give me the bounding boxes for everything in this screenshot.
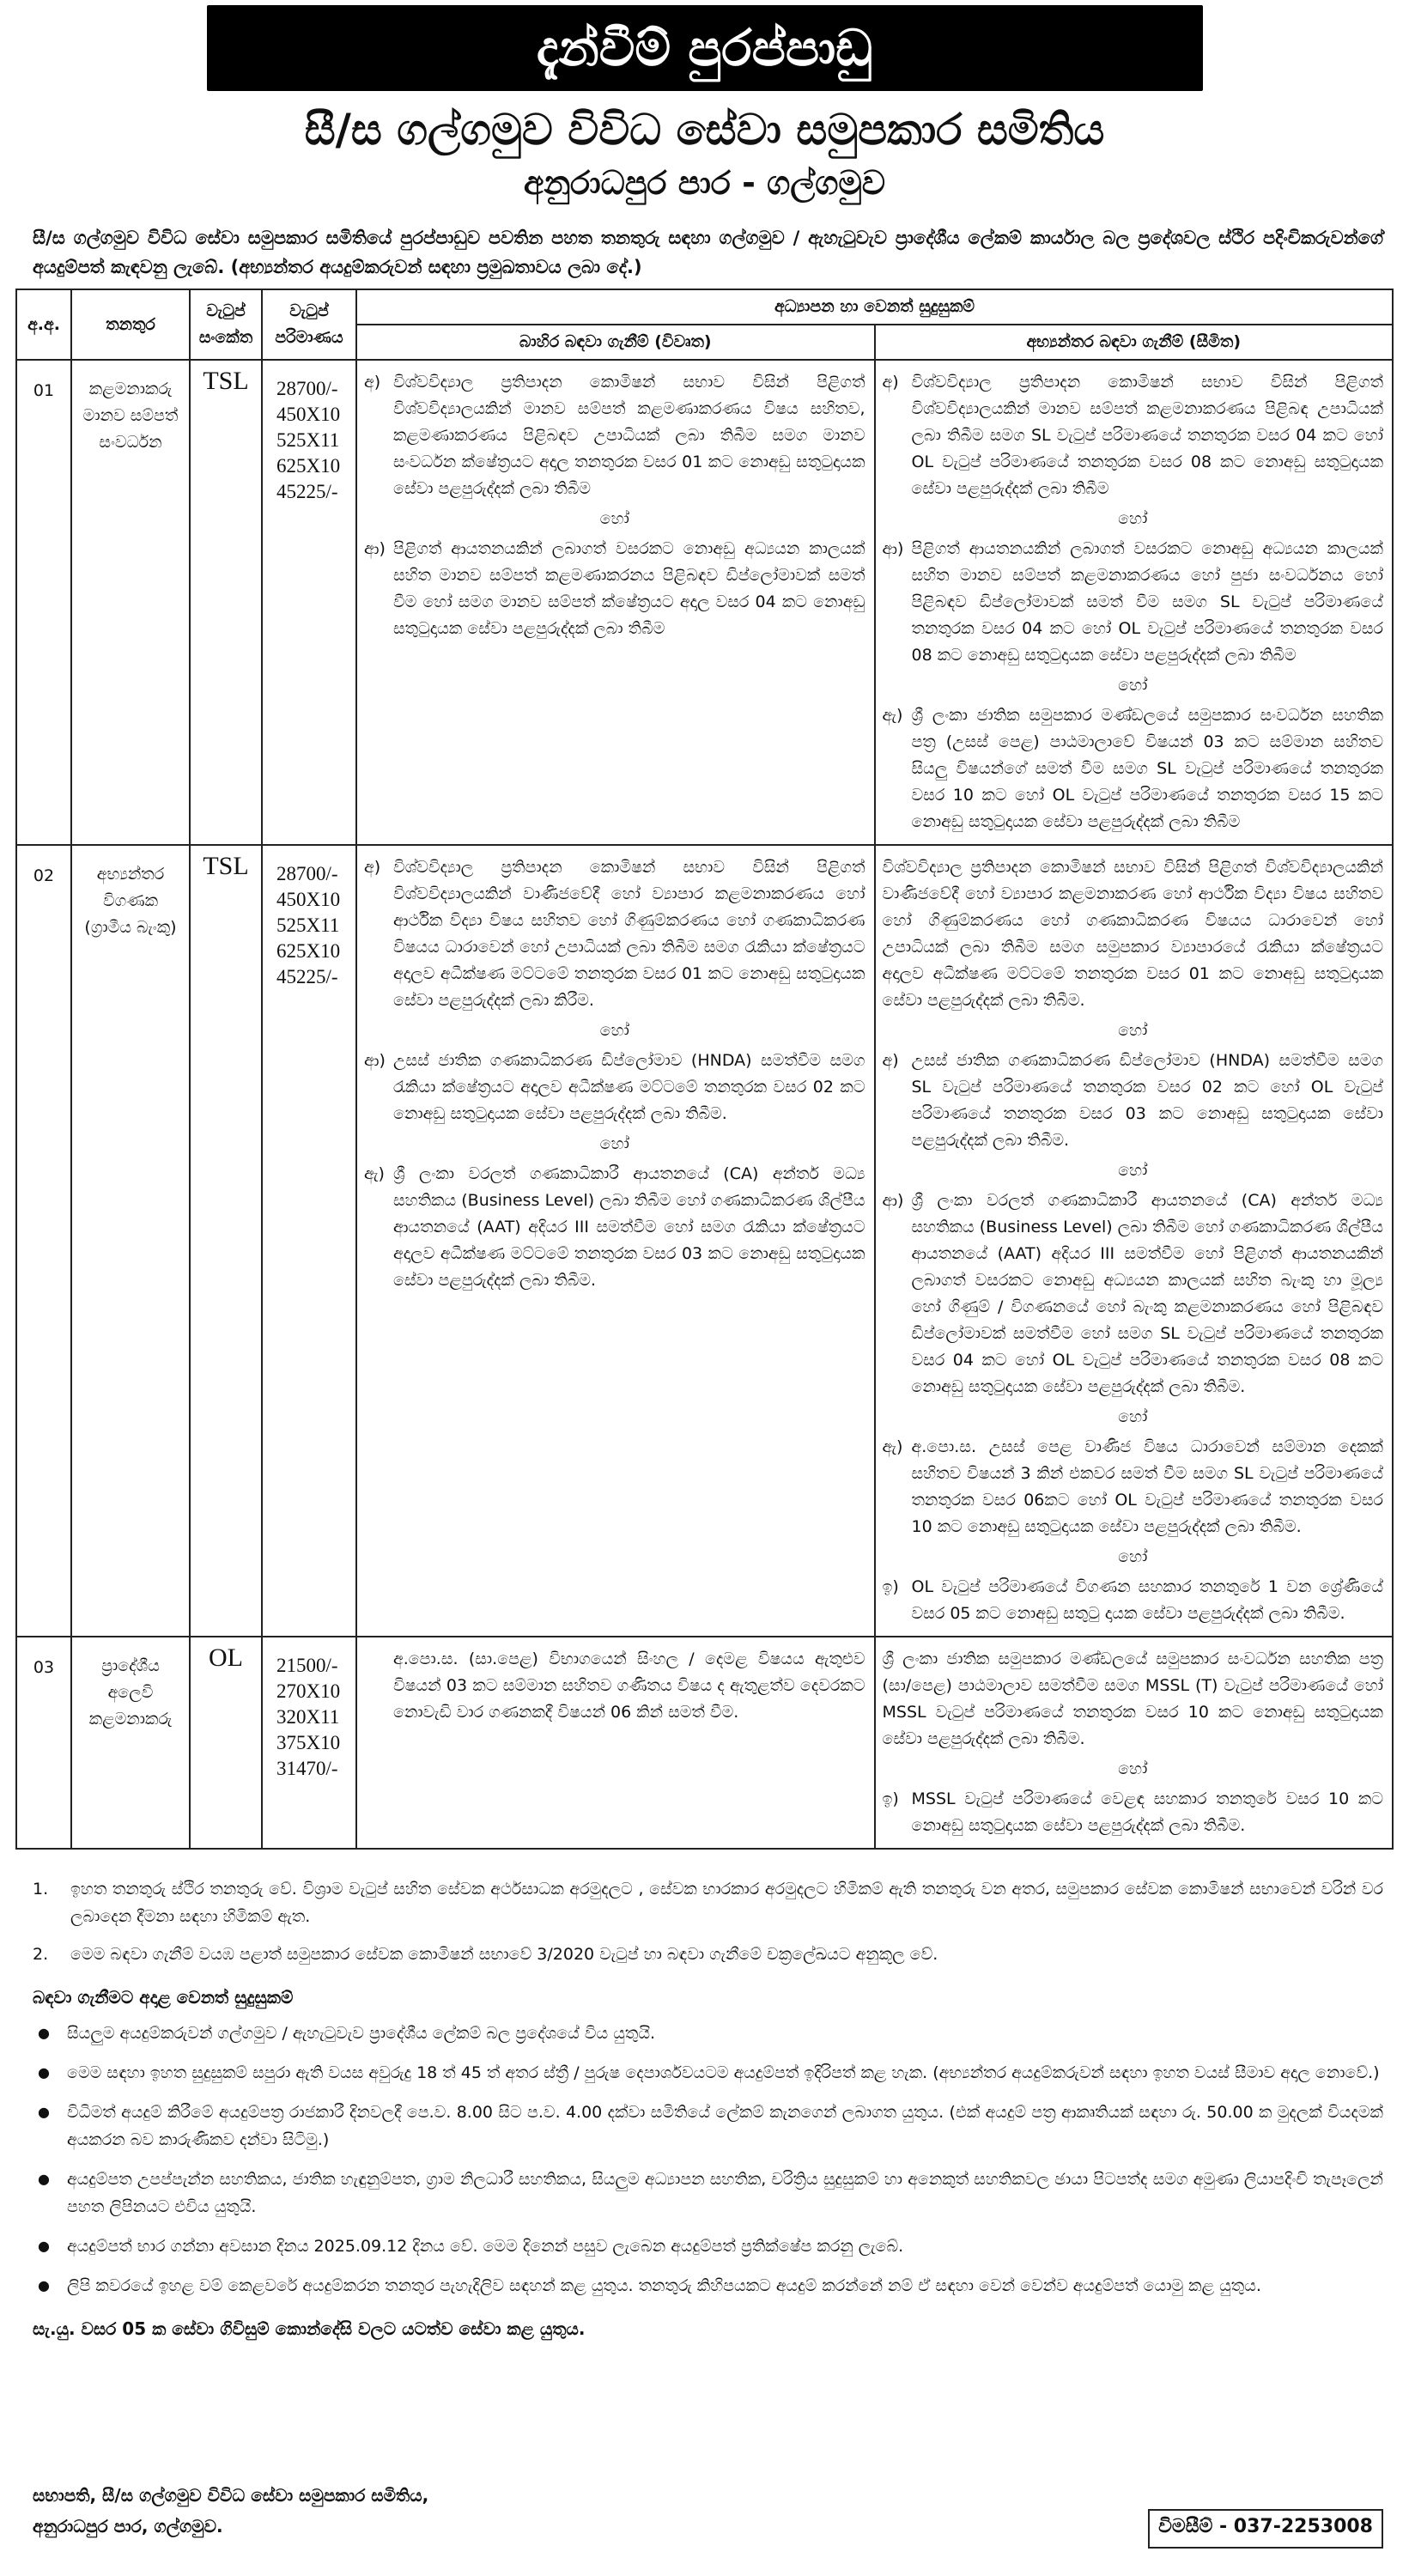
note-text: ඉහත තනතුරු ස්ථිර තනතුරු වේ. විශ්‍රාම වැටුප් සහිත සේවක අර්ථසාධක අරමුදලට , සේවක භාරකාර අරමුදලට හිමිකම් ඇති තනතුරු වන අතර, සමුපකාර සේවක කොමිෂන් සභාවෙන් වරින් වර ලබාදෙන දීමනා සඳහා හිමිකම් ඇත. (70, 1880, 1383, 1926)
vacancy-table (15, 289, 1394, 1850)
salary-scale-step: 525X11 (276, 914, 340, 936)
bullet-text: විධිමත් අයදුම් කිරීමේ අයදුම්පත්‍ර රාජකාරී දිනවලදී පෙ.ව. 8.00 සිට ප.ව. 4.00 දක්වා සමිතියේ ලේකම් කැනගෙන් ලබාගත යුතුය. (එක් අයදුම් පත්‍ර ආකෘතියක් සඳහා රු. 50.00 ක මුදලක් වියදමක් අයකරන බව කාරුණිකව දන්වා සිටිමු.) (67, 2103, 1383, 2149)
or-separator: හෝ (599, 1134, 629, 1153)
or-separator: හෝ (599, 509, 629, 528)
header-internal: අභ්‍යන්තර බඳවා ගැනීම් (සීමිත) (875, 325, 1394, 360)
other-qualifications-heading: බඳවා ගැනීමට අදාළ වෙනත් සුදුසුකම් (33, 1987, 294, 2008)
internal-qualifications (875, 845, 1394, 1637)
salary-code: OL (190, 1637, 262, 1849)
qualification-item (883, 1434, 1384, 1540)
qualification-label: ඇ) (364, 1164, 385, 1183)
bullet-text: අයදුම්පත උපප්පැන්න සහතිකය, ජාතික හැඳුනුම්පත, ග්‍රාම නිලධාරී සහතිකය, සියලුම අධ්‍යාපන සහතික, චරිත්‍රිය සුදුසුකම් හා අනෙකුත් සහතිකවල ඡායා පිටපත්ද සමග අමුණා ලියාපදිංචි තැපෑලෙන් පහත ලිපිනයට එවිය යුතුයි. (67, 2170, 1383, 2216)
qualification-text: උසස් ජාතික ගණකාධිකරණ ඩිප්ලෝමාව (HNDA) සමත්වීම සමග SL වැටුප් පරිමාණයේ තනතුරක වසර 02 කට හෝ OL වැටුප් පරිමාණයේ තනතුරක වසර 03 කට නොඅඩු සතුටුදායක සේවා පළපුරුද්දක් ලබා තිබීම. (911, 1051, 1383, 1150)
bullet-icon: ● (38, 2238, 50, 2254)
or-separator: හෝ (1118, 1161, 1148, 1180)
salary-scale-step: 625X10 (276, 455, 341, 477)
qualification-lead: ශ්‍රී ලංකා ජාතික සමුපකාර මණ්ඩලයේ සමුපකාර සංවර්ධන සහතික පත්‍ර (සා/පෙළ) පාඨමාලාව සමත්වීම සමග MSSL (T) වැටුප් පරිමාණයේ හෝ MSSL වැටුප් පරිමාණයේ තනතුරක වසර 10 කට නොඅඩු සතුටුදායක සේවා පළපුරුද්දක් ලබා තිබීම. (882, 1649, 1383, 1748)
organization-address: අනුරාධපුර පාර - ගල්ගමුව (523, 164, 886, 202)
qualification-item (364, 1646, 865, 1726)
qualification-text: අ.පො.ස. (සා.පෙළ) විභාගයෙන් සිංහල / දෙමළ විෂයය ඇතුළුව විෂයන් 03 කට සම්මාන සහිතව ගණිතය විෂය ද ඇතුළත්ව දෙවරකට නොවැඩි වාර ගණනකදී විෂයන් 06 කින් සමත් වීම. (393, 1649, 865, 1722)
row-number: 03 (16, 1637, 71, 1849)
signature-line-1: සභාපති, සී/ස ගල්ගමුව විවිධ සේවා සමුපකාර සමිතිය, (33, 2485, 429, 2506)
qualification-text: විශ්වවිද්‍යාල ප්‍රතිපාදන කොමිෂන් සභාව විසින් පිළිගත් විශ්වවිද්‍යාලයකින් මානව සම්පත් කළමණාකරණය විෂය සහිතව, කළමණාකරණය පිළිබඳව උපාධියක් ලබා තිබීම සමග මානව සංවර්ධන ක්ෂේත්‍රයට අදාල තනතුරක වසර 01 කට නොඅඩු සතුටුදායක සේවා පළපුරුද්දක් ලබා තිබීම (393, 373, 865, 498)
qualification-item (883, 1786, 1384, 1839)
or-separator: හෝ (1118, 1021, 1148, 1040)
salary-scale-step: 28700/- (276, 378, 338, 399)
bullet-icon: ● (38, 2064, 50, 2081)
qualification-item (364, 1048, 865, 1127)
bullet-icon: ● (38, 2104, 50, 2120)
note-number: 2. (33, 1945, 49, 1964)
note-text: මෙම බඳවා ගැනීම් වයඹ පළාත් සමුපකාර සේවක කොමිෂන් සභාවේ 3/2020 වැටුප් හා බඳවා ගැනීමේ චක්‍රලේඛයට අනුකූල වේ. (70, 1945, 938, 1964)
bullet-icon: ● (38, 2025, 50, 2041)
salary-scale-step: 21500/- (276, 1655, 338, 1676)
service-agreement-note: සැ.යු. වසර 05 ක සේවා ගිවිසුම් කොන්දේසි වලට යටත්ව සේවා කළ යුතුය. (33, 2318, 586, 2339)
qualification-label: අ) (364, 858, 381, 877)
qualification-label: අ) (364, 373, 381, 392)
post-title: අභ්‍යන්තර විගණක (ග්‍රාමීය බැංකු) (71, 845, 190, 1637)
table-row (16, 360, 1393, 845)
qualification-text: පිළිගත් ආයතනයකින් ලබාගත් වසරකට නොඅඩු අධ්‍යයන කාලයක් සහිත මානව සම්පත් කළමනාකරණය හෝ පුජා සංවර්ධනය හෝ පිළිබඳව ඩිප්ලෝමාවක් සමත් වීම සමග SL වැටුප් පරිමාණයේ තනතුරක වසර 04 කට හෝ OL වැටුප් පරිමාණයේ තනතුරක වසර 08 කට නොඅඩු සතුටුදායක සේවා පළපුරුද්දක් ලබා තිබීම (911, 539, 1383, 665)
qualification-text: MSSL වැටුප් පරිමාණයේ වෙළඳ සහකාර තනතුරේ වසර 10 කට නොඅඩු සතුටුදායක සේවා පළපුරුද්දක් ලබා තිබීම. (911, 1789, 1383, 1835)
qualification-text: ශ්‍රී ලංකා වරලත් ගණකාධිකාරී ආයතනයේ (CA) අන්තර් මධ්‍ය සහතිකය (Business Level) ලබා තිබීම හෝ ගණකාධිකරණ ශිල්පීය ආයතනයේ (AAT) අදියර III සමත්වීම හෝ පිළිගත් ආයතනයකින් ලබාගත් වසරකට නොඅඩු අධ්‍යයන කාලයක් සහිත බැංකු හා මූල්‍ය හෝ ගිණුම් / විගණනයේ හෝ බැංකු කළමනාකරණය හෝ පිළිබඳව ඩිප්ලෝමාවක් සමත්වීම හෝ සමග SL වැටුප් පරිමාණයේ තනතුරක වසර 04 කට හෝ OL වැටුප් පරිමාණයේ තනතුරක වසර 08 කට නොඅඩු සතුටුදායක සේවා පළපුරුද්දක් ලබා තිබීම. (911, 1191, 1383, 1396)
or-separator: හෝ (1118, 676, 1148, 695)
qualification-text: විශ්වවිද්‍යාල ප්‍රතිපාදන කොමිෂන් සභාව විසින් පිළිගත් විශ්වවිද්‍යාලයකින් වාණිජවේදී හෝ ව්‍යාපාර කළමනාකරණය හෝ ආර්ථික විද්‍යා විෂය සහිතව හෝ ගිණුම්කරණය හෝ ගණකාධිකරණ විෂයය ධාරාවෙන් හෝ උපාධියක් ලබා තිබීම සමග රැකියා ක්ෂේත්‍රයට අදාලව අධීක්ෂණ මට්ටමේ තනතුරක වසර 01 කට නොඅඩු සතුටුදායක සේවා පළපුරුද්දක් ලබා කිරීම. (393, 858, 865, 1010)
header-post: තනතුර (71, 289, 190, 360)
or-separator: හෝ (1118, 1759, 1148, 1778)
qualification-label: ආ) (364, 1051, 386, 1070)
signature-line-2: අනුරාධපුර පාර, ගල්ගමුව. (33, 2516, 223, 2537)
qualification-text: OL වැටුප් පරිමාණයේ විගණන සහකාර තනතුරේ 1 වන ශ්‍රේණියේ වසර 05 කට නොඅඩු සතුටු දායක සේවා පළපුරුද්දක් ලබා තිබීම. (911, 1577, 1383, 1623)
bullet-text: ලිපි කවරයේ ඉහළ වම් කෙළවරේ අයදුම්කරන තනතුර පැහැදිලිව සඳහන් කළ යුතුය. තනතුරු කිහිපයකට අයදුම් කරන්නේ නම් ඒ සඳහා වෙන් වෙන්ව අයදුම්පත් යොමු කළ යුතුය. (67, 2276, 1261, 2295)
table-row (16, 1637, 1393, 1849)
row-number: 01 (16, 360, 71, 845)
footer (33, 2480, 1383, 2549)
salary-scale-step: 525X11 (276, 429, 340, 451)
notes-section (33, 1875, 1383, 2342)
salary-scale (262, 360, 356, 845)
or-separator: හෝ (599, 1021, 629, 1040)
organization-name: සී/ස ගල්ගමුව විවිධ සේවා සමුපකාර සමිතිය (304, 105, 1105, 155)
salary-scale-step: 450X10 (276, 889, 341, 910)
qualification-label (364, 1646, 393, 1726)
bullet-icon: ● (38, 2277, 50, 2293)
salary-scale-step: 45225/- (276, 966, 338, 987)
bullet-item (33, 2020, 1383, 2047)
bullet-item (33, 2059, 1383, 2087)
note-item (33, 1875, 1383, 1930)
signature-block (33, 2480, 428, 2549)
qualification-label: ආ) (882, 1191, 904, 1210)
row-number: 02 (16, 845, 71, 1637)
qualification-text: ශ්‍රී ලංකා ජාතික සමුපකාර මණ්ඩලයේ සමුපකාර සංවර්ධන සහතික පත්‍ර (උසස් පෙළ) පාඨමාලාවේ විෂයන් 03 කට සම්මාන සහිතව සියලු විෂයන්ගේ සමත් වීම සමග SL වැටුප් පරිමාණයේ තනතුරක වසර 10 කට හෝ OL වැටුප් පරිමාණයේ තනතුරක වසර 15 කට නොඅඩු සතුටුදායක සේවා පළපුරුද්දක් ලබා තිබීම (911, 706, 1383, 831)
header-salary-scale: වැටුප් පරිමාණය (262, 289, 356, 360)
qualification-label: ඉ) (882, 1577, 899, 1596)
bullet-text: අයදුම්පත් භාර ගන්නා අවසාන දිනය 2025.09.12 දිනය වේ. මෙම දිනෙන් පසුව ලැබෙන අයදුම්පත් ප්‍රතික්ෂේප කරනු ලැබේ. (67, 2237, 904, 2256)
salary-scale-step: 270X10 (276, 1680, 341, 1702)
salary-scale-step: 320X11 (276, 1706, 340, 1728)
title-banner: දැන්වීම් පුරප්පාඩු (207, 5, 1203, 91)
post-title: ප්‍රාදේශීය අලෙවි කළමනාකරු (71, 1637, 190, 1849)
qualification-label: අ) (882, 373, 899, 392)
salary-scale (262, 845, 356, 1637)
note-item (33, 1941, 1383, 1968)
header-no: අ.අ. (16, 289, 71, 360)
bullet-item (33, 2099, 1383, 2154)
qualification-item (883, 1188, 1384, 1400)
external-qualifications (356, 360, 875, 845)
note-number: 1. (33, 1880, 49, 1899)
or-separator: හෝ (1118, 509, 1148, 528)
header-salary-code: වැටුප් සංකේත (190, 289, 262, 360)
bullet-text: සියලුම අයදුම්කරුවන් ගල්ගමුව / ඇහැටුවැව ප්‍රාදේශීය ලේකම් බල ප්‍රදේශයේ විය යුතුයි. (67, 2024, 656, 2043)
salary-scale-step: 31470/- (276, 1758, 338, 1779)
qualification-text: උසස් ජාතික ගණකාධිකරණ ඩිප්ලෝමාව (HNDA) සමත්වීම සමග රැකියා ක්ෂේත්‍රයට අදාලව අධීක්ෂණ මට්ටමේ තනතුරක වසර 02 කට නොඅඩු සතුටුදායක සේවා පළපුරුද්දක් ලබා තිබීම. (393, 1051, 865, 1123)
bullet-item (33, 2272, 1383, 2300)
or-separator: හෝ (1118, 1407, 1148, 1426)
bullet-item (33, 2233, 1383, 2260)
header-qualifications: අධ්‍යාපන හා වෙනත් සුදුසුකම් (356, 289, 1393, 325)
qualification-label: ආ) (882, 539, 904, 558)
external-qualifications (356, 1637, 875, 1849)
qualification-item (364, 854, 865, 1014)
qualification-text: අ.පො.ස. උසස් පෙළ වාණිජ විෂය ධාරාවෙන් සම්මාන දෙකක් සහිතව විෂයන් 3 කින් එකවර සමත් වීම සමග SL වැටුප් පරිමාණයේ තනතුරක වසර 06කට හෝ OL වැටුප් පරිමාණයේ තනතුරක වසර 10 කට නොඅඩු සතුටුදායක සේවා පළපුරුද්දක් ලබා තිබීම. (911, 1437, 1383, 1536)
salary-code: TSL (190, 360, 262, 845)
bullet-icon: ● (38, 2171, 50, 2187)
table-row (16, 845, 1393, 1637)
qualification-text: ශ්‍රී ලංකා වරලත් ගණකාධිකාරී ආයතනයේ (CA) අන්තර් මධ්‍ය සහතිකය (Business Level) ලබා තිබීම හෝ ගණකාධිකරණ ශිල්පීය ආයතනයේ (AAT) අදියර III සමත්වීම හෝ සමග රැකියා ක්ෂේත්‍රයට අදාලව අධීක්ෂණ මට්ටමේ තනතුරක වසර 03 කට නොඅඩු සතුටුදායක සේවා පළපුරුද්දක් ලබා තිබීම. (393, 1164, 865, 1290)
qualification-item (364, 536, 865, 642)
intro-paragraph: සී/ස ගල්ගමුව විවිධ සේවා සමුපකාර සමිතියේ පුරප්පාඩුව පවතින පහත තනතුරු සඳහා ගල්ගමුව / ඇහැටුවැව ප්‍රාදේශීය ලේකම් කාර්යාල බල ප්‍රදේශවල ස්ථිර පදිංචිකරුවන්ගේ අයදුම්පත් කැඳවනු ලැබේ. (අභ්‍යන්තර අයදුම්කරුවන් සඳහා ප්‍රමුඛතාවය ලබා දේ.) (33, 228, 1383, 277)
qualification-item (364, 1161, 865, 1294)
qualification-item (883, 1048, 1384, 1154)
contact-box: විමසීම් - 037-2253008 (1148, 2509, 1383, 2549)
qualification-item (883, 702, 1384, 835)
qualification-text: විශ්වවිද්‍යාල ප්‍රතිපාදන කොමිෂන් සභාව විසින් පිළිගත් විශ්වවිද්‍යාලයකින් මානව සම්පත් කළමනාකරණය පිළිබඳ උපාධියක් ලබා තිබීම සමග SL වැටුප් පරිමාණයේ තනතුරක වසර 04 කට හෝ OL වැටුප් පරිමාණයේ තනතුරක වසර 08 කට නොඅඩු සතුටුදායක සේවා පළපුරුද්දක් ලබා තිබීම (911, 373, 1383, 498)
or-separator: හෝ (1118, 1547, 1148, 1566)
salary-scale-step: 375X10 (276, 1732, 341, 1753)
internal-qualifications (875, 1637, 1394, 1849)
salary-scale-step: 45225/- (276, 481, 338, 502)
qualification-label: ආ) (364, 539, 386, 558)
internal-qualifications (875, 360, 1394, 845)
qualification-label: ඇ) (882, 706, 903, 725)
salary-scale (262, 1637, 356, 1849)
qualification-label: ඉ) (882, 1789, 899, 1808)
post-title: කළමනාකරු මානව සම්පත් සංවර්ධන (71, 360, 190, 845)
header-external: බාහිර බඳවා ගැනීම් (විවෘත) (356, 325, 875, 360)
qualification-label: ඇ) (882, 1437, 903, 1456)
qualification-item (364, 369, 865, 502)
qualification-label: අ) (882, 1051, 899, 1070)
qualification-item (883, 536, 1384, 669)
bullet-item (33, 2166, 1383, 2221)
qualification-item (883, 1574, 1384, 1627)
qualification-lead: විශ්වවිද්‍යාල ප්‍රතිපාදන කොමිෂන් සභාව විසින් පිළිගත් විශ්වවිද්‍යාලයකින් වාණිජවේදී හෝ ව්‍යාපාර කළමනාකරණ හෝ ආර්ථික විද්‍යා විෂය සහිතව හෝ ගිණුම්කරණය හෝ ගණකාධිකරණ විෂයය ධාරාවෙන් හෝ උපාධියක් ලබා තිබීම සමග සමුපකාර ව්‍යාපාරයේ රැකියා ක්ෂේත්‍රයට අදාලව අධීක්ෂණ මට්ටමේ තනතුරක වසර 01 කට නොඅඩු සතුටුදායක සේවා පළපුරුද්දක් ලබා තිබීම. (882, 858, 1383, 1010)
salary-scale-step: 625X10 (276, 940, 341, 962)
bullet-text: මෙම සඳහා ඉහත සුදුසුකම් සපුරා ඇති වයස අවුරුදු 18 ත් 45 ත් අතර ස්ත්‍රී / පුරුෂ දෙපාර්ශවයටම අයදුම්පත් ඉදිරිපත් කළ හැක. (අභ්‍යන්තර අයදුම්කරුවන් සඳහා ඉහත වයස් සීමාව අදාල නොවේ.) (67, 2063, 1380, 2082)
qualification-item (883, 369, 1384, 502)
qualification-text: පිළිගත් ආයතනයකින් ලබාගත් වසරකට නොඅඩු අධ්‍යයන කාලයක් සහිත මානව සම්පත් කළමණාකරනය පිළිබඳව ඩිප්ලෝමාවක් සමත් වීම හෝ සමග මානව සම්පත් ක්ෂේත්‍රයට අදාල වසර 04 කට නොඅඩු සතුටුදායක සේවා පළපුරුද්දක් ලබා තිබීම (393, 539, 865, 638)
external-qualifications (356, 845, 875, 1637)
salary-scale-step: 28700/- (276, 863, 338, 884)
salary-scale-step: 450X10 (276, 404, 341, 425)
salary-code: TSL (190, 845, 262, 1637)
